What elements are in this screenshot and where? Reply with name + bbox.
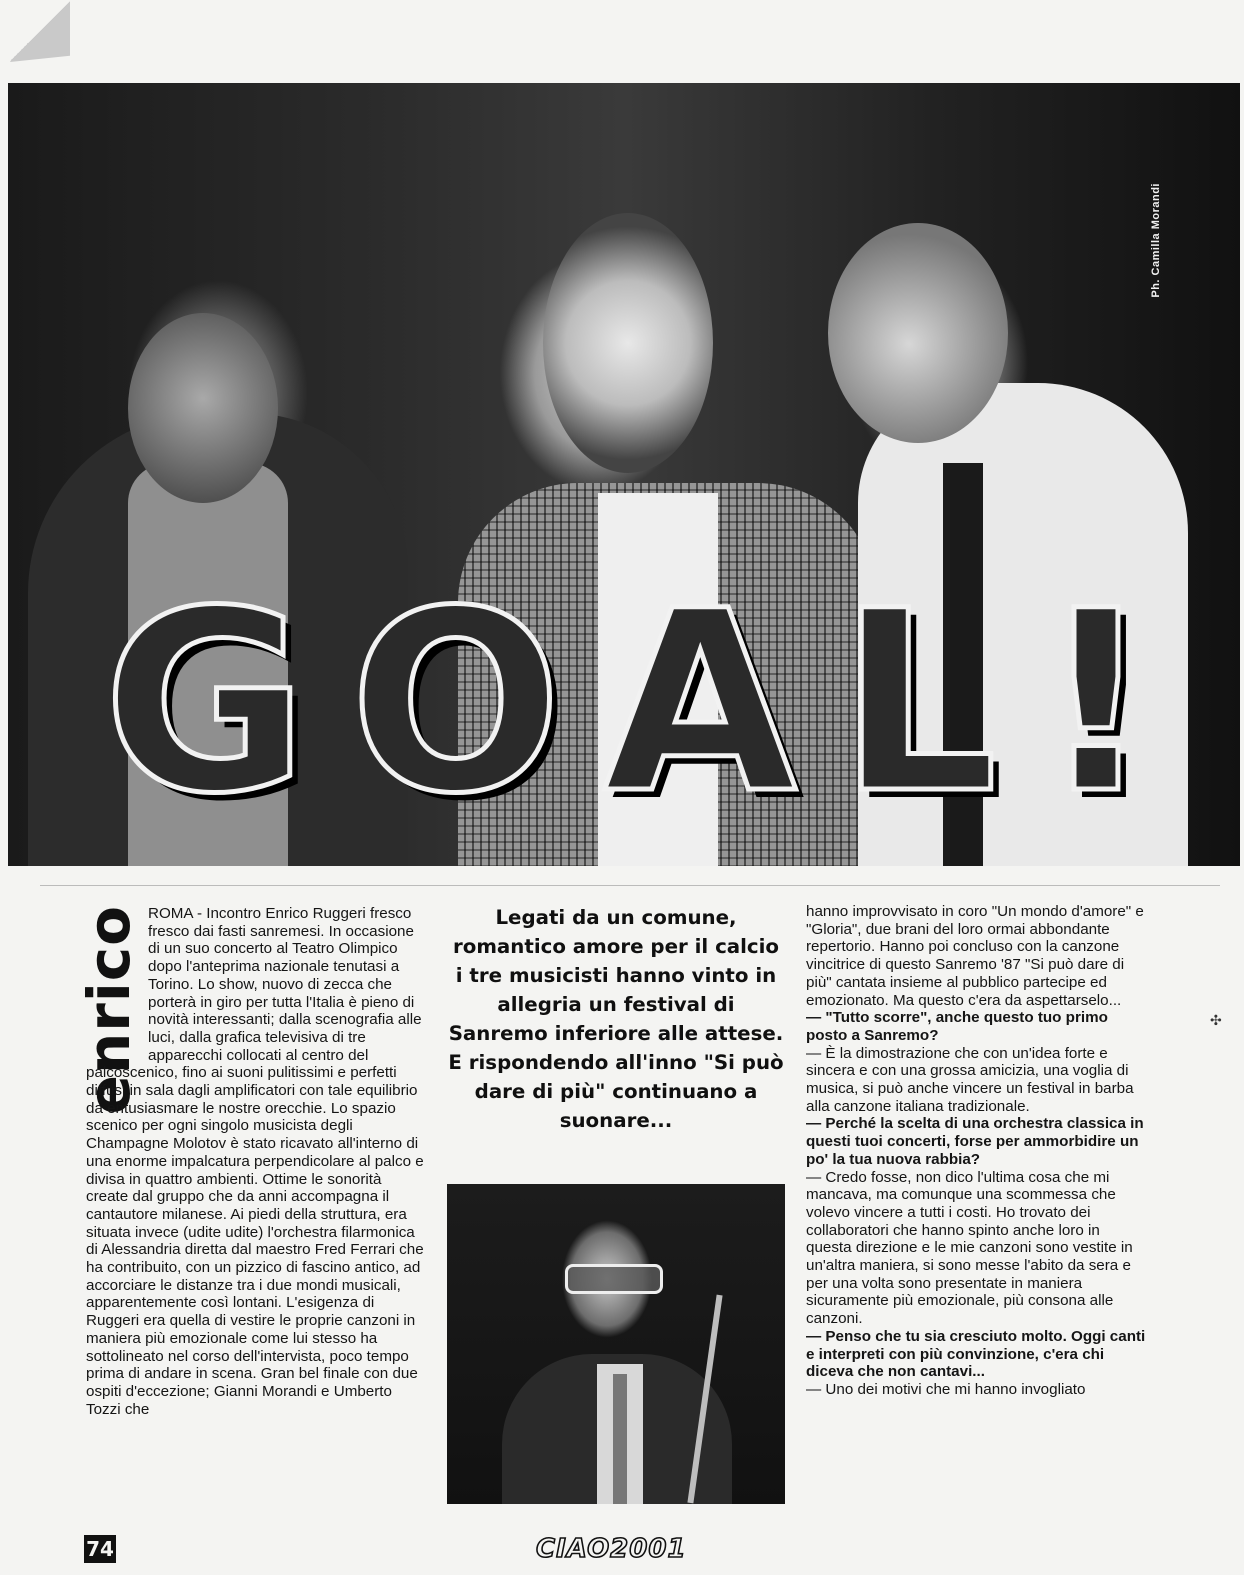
sunglasses-icon	[565, 1264, 663, 1294]
article-column-right	[806, 903, 1146, 1399]
headline-letter-o: O	[349, 557, 573, 848]
headline-exclamation: !	[1038, 557, 1163, 848]
headline-letter-l: L	[838, 557, 1008, 848]
divider-line	[40, 885, 1220, 886]
article-lead: Legati da un comune, romantico amore per il calcio i tre musicisti hanno vinto in allegria un festival di Sanremo inferiore alle attese. E rispondendo all'inno "Si può dare di più" continuano a suonare...	[448, 906, 784, 1132]
right-figure-head	[828, 223, 1008, 443]
page-number: 74	[84, 1535, 116, 1563]
center-figure-head	[543, 213, 713, 473]
article-body-paragraph: palcoscenico, fino ai suoni pulitissimi e perfetti diffusi in sala dagli amplificatori con tale equilibrio da entusiasmare le nostre orecchie. Lo spazio scenico per ogni singolo musicista degli Champagne Molotov è stato ricavato all'interno di una enorme impalcatura perpendicolare al palco e divisa in quattro ambienti. Ottime le sonorità create dal gruppo che da anni accompagna il cantautore milanese. Ai piedi della struttura, era situata invece (udite udite) l'orchestra filarmonica di Alessandria diretta dal maestro Fred Ferrari che ha contribuito, con un pizzico di fascino antico, ad accorciare le distanze tra i due mondi musicali, apparentemente così lontani. L'esigenza di Ruggeri era quella di vestire le proprie canzoni in maniera più emozionale come lui stesso ha sottolineato nel corso dell'intervista, poco tempo prima di andare in scena. Gran bel finale con due ospiti d'eccezione; Gianni Morandi e Umberto Tozzi che	[86, 1064, 424, 1418]
interview-question-2: — Perché la scelta di una orchestra classica in questi tuoi concerti, forse per ammorbidire un po' la tua nuova rabbia?	[806, 1115, 1144, 1168]
magazine-logo: CIAO2001	[536, 1534, 687, 1564]
left-figure-head	[128, 313, 278, 503]
interview-answer-3: — Uno dei motivi che mi hanno invogliato	[806, 1380, 1086, 1398]
photo-credit: Ph. Camilla Morandi	[1150, 183, 1162, 298]
singer-photo	[447, 1184, 785, 1504]
article-continuation: hanno improvvisato in coro "Un mondo d'amore" e "Gloria", due brani del loro ormai abbondante repertorio. Hanno poi concluso con la canzone vincitrice di questo Sanremo '87 "Si può dare di più" cantata insieme al pubblico partecipe ed emozionato. Ma questo c'era da aspettarselo...	[806, 903, 1144, 1009]
interview-question-1: — "Tutto scorre", anche questo tuo primo posto a Sanremo?	[806, 1009, 1108, 1044]
interview-answer-1: — È la dimostrazione che con un'idea forte e sincera e con una grossa amicizia, una voglia di musica, si può anche vincere un festival in barba alla canzone italiana tradizionale.	[806, 1044, 1134, 1115]
headline-letter-a: A	[603, 557, 807, 848]
article-column-left	[86, 905, 426, 1418]
interview-question-3: — Penso che tu sia cresciuto molto. Oggi canti e interpreti con più convinzione, c'era chi diceva che non cantavi...	[806, 1327, 1146, 1381]
margin-mark: ✣	[1210, 1012, 1222, 1028]
goal-headline	[103, 553, 1163, 853]
article-intro-paragraph: ROMA - Incontro Enrico Ruggeri fresco fresco dai fasti sanremesi. In occasione di un suo concerto al Teatro Olimpico dopo l'anteprima nazionale tenutasi a Torino. Lo show, nuovo di zecca che porterà in giro per tutta l'Italia è pieno di novità interessanti; dalla scenografia alle luci, dalla grafica televisiva di tre apparecchi collocati al centro del	[148, 905, 422, 1064]
folded-page-corner	[10, 0, 70, 62]
side-label-enrico: enrico	[75, 905, 143, 1115]
headline-letter-g: G	[103, 557, 319, 848]
interview-answer-2: — Credo fosse, non dico l'ultima cosa che mi mancava, ma comunque una scommessa che volevo vincere a tutti i costi. Ho trovato dei collaboratori che hanno spinto anche loro in questa direzione e le mie canzoni sono vestite in un'altra maniera, si sono messe l'abito da sera e per una volta sono presentate in maniera sicuramente più emozionale, più consona alle canzoni.	[806, 1168, 1133, 1328]
singer-tie	[613, 1374, 627, 1504]
main-photo	[8, 83, 1240, 866]
